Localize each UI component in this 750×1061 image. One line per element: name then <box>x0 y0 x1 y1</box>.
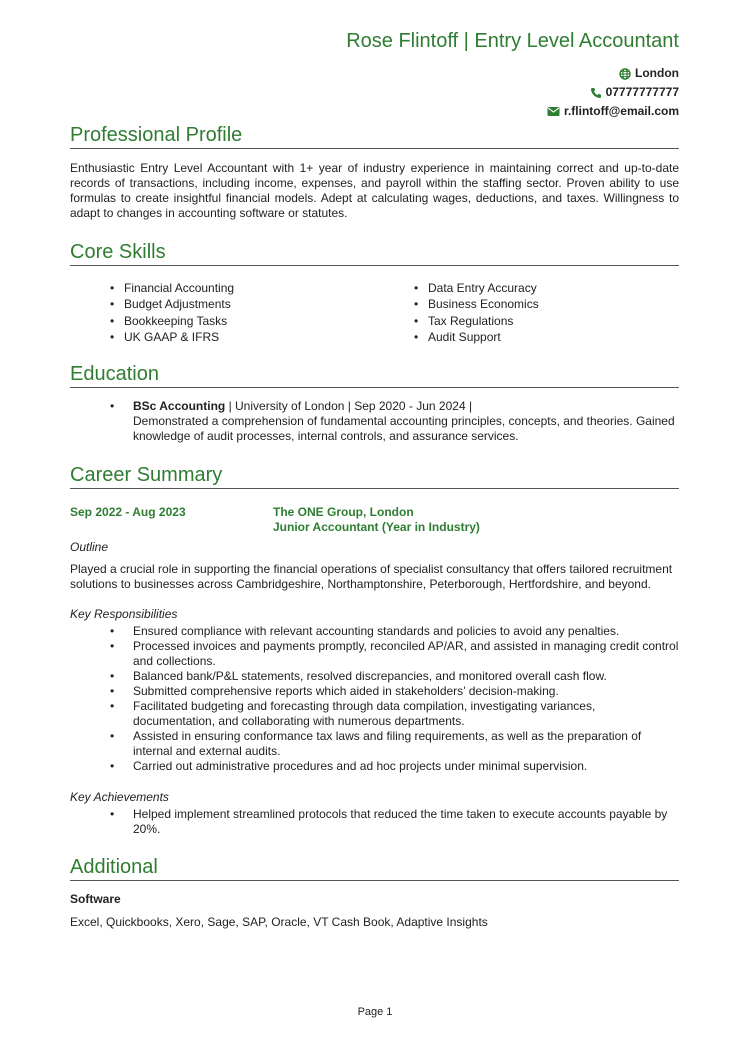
skill-item: • UK GAAP & IFRS <box>110 329 370 345</box>
skill-item: • Budget Adjustments <box>110 296 370 312</box>
skill-item: • Business Economics <box>414 296 674 312</box>
section-title-education: Education <box>70 362 679 388</box>
envelope-icon <box>547 106 560 117</box>
job-dates: Sep 2022 - Aug 2023 <box>70 505 186 519</box>
section-title-career: Career Summary <box>70 463 679 489</box>
location-line <box>346 64 679 83</box>
software-list: Excel, Quickbooks, Xero, Sage, SAP, Oracle, VT Cash Book, Adaptive Insights <box>70 915 488 929</box>
section-title-profile: Professional Profile <box>70 123 679 149</box>
email-text: r.flintoff@email.com <box>563 104 679 118</box>
responsibility-item: • Submitted comprehensive reports which aided in stakeholders’ decision-making. <box>110 684 679 699</box>
skill-item: • Audit Support <box>414 329 674 345</box>
software-label: Software <box>70 892 121 906</box>
achievement-item: • Helped implement streamlined protocols that reduced the time taken to execute accounts payable by 20%. <box>110 807 679 837</box>
job-company: The ONE Group, London <box>273 505 414 519</box>
page-number: Page 1 <box>357 1006 393 1018</box>
phone-text: 07777777777 <box>605 85 679 99</box>
education-entry <box>110 399 679 444</box>
candidate-name: Rose Flintoff | Entry Level Accountant <box>346 30 679 52</box>
skill-item: • Tax Regulations <box>414 313 674 329</box>
responsibility-item: • Carried out administrative procedures and ad hoc projects under minimal supervision. <box>110 759 679 774</box>
skill-item: • Data Entry Accuracy <box>414 280 674 296</box>
location-text: London <box>635 66 679 80</box>
education-details: | University of London | Sep 2020 - Jun 2024 | <box>225 399 473 413</box>
skill-item: • Financial Accounting <box>110 280 370 296</box>
outline-label: Outline <box>70 540 109 554</box>
job-role: Junior Accountant (Year in Industry) <box>273 520 480 534</box>
skills-list-left <box>110 280 370 345</box>
degree-name: BSc Accounting <box>133 399 226 413</box>
profile-text: Enthusiastic Entry Level Accountant with 1+ year of industry experience in maintaining correct and up-to-date records of transactions, including income, expenses, and payroll within the staffing sector. Proven ability to use formulas to create insightful financial models. Adept at calculating wages, deductions, and taxes. Willingness to adapt to changes in accounting software or statutes. <box>70 161 679 220</box>
achievements-list <box>110 807 679 837</box>
phone-line <box>346 83 679 102</box>
responsibility-item: • Assisted in ensuring conformance tax laws and filing requirements, as well as the preparation of internal and external audits. <box>110 729 679 759</box>
responsibility-item: • Processed invoices and payments promptly, reconciled AP/AR, and assisted in managing credit control and collections. <box>110 639 679 669</box>
resume-header <box>346 28 679 121</box>
education-description: Demonstrated a comprehension of fundamental accounting principles, concepts, and theories. Gained <box>133 414 675 428</box>
responsibility-item: • Ensured compliance with relevant accounting standards and policies to avoid any penalties. <box>110 624 679 639</box>
achievements-label: Key Achievements <box>70 790 169 804</box>
resume-page <box>70 0 679 1061</box>
responsibility-item: • Facilitated budgeting and forecasting through data compilation, investigating variances, documentation, and collaborating with numerous departments. <box>110 699 679 729</box>
skill-item: • Bookkeeping Tasks <box>110 313 370 329</box>
section-title-additional: Additional <box>70 855 679 881</box>
education-description-cont: knowledge of audit processes, internal controls, and assurance services. <box>133 429 519 443</box>
outline-text: Played a crucial role in supporting the financial operations of specialist consultancy that offers tailored recruitment solutions to businesses across Cambridgeshire, Northamptonshire, Peterborough, Hertfordshire, and beyond. <box>70 562 673 591</box>
email-line <box>346 102 679 121</box>
globe-icon <box>619 68 631 80</box>
responsibility-item: • Balanced bank/P&L statements, resolved discrepancies, and monitored overall cash flow. <box>110 669 679 684</box>
responsibilities-list <box>110 624 679 774</box>
phone-icon <box>590 87 602 99</box>
skills-list-right <box>414 280 674 345</box>
responsibilities-label: Key Responsibilities <box>70 607 178 621</box>
education-list <box>110 399 679 444</box>
section-title-skills: Core Skills <box>70 240 679 266</box>
